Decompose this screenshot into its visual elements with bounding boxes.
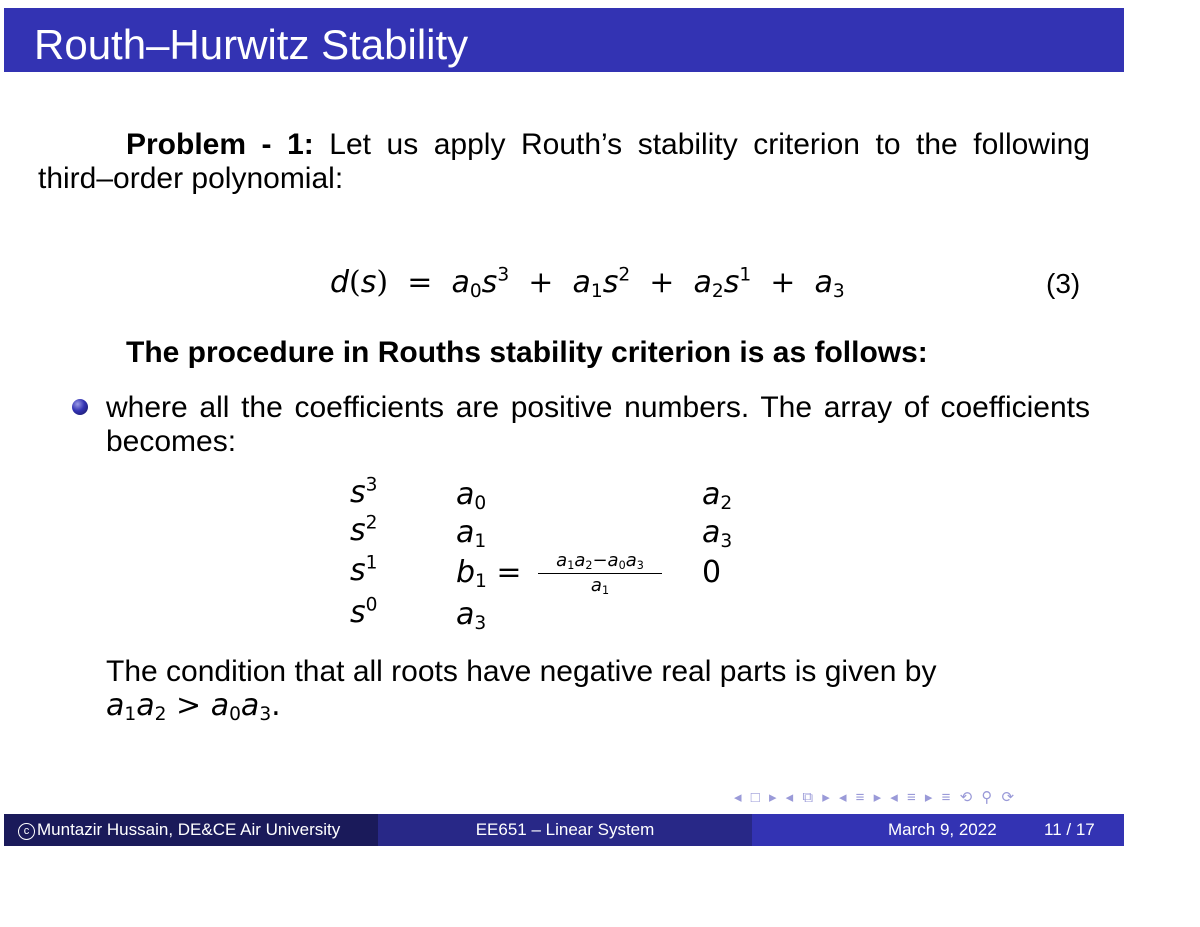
bullet-icon <box>72 399 88 415</box>
header-bar <box>4 8 1124 72</box>
footer-date-page <box>752 814 1124 846</box>
nav-document-icon[interactable]: ≡ <box>941 789 952 806</box>
eq-lhs-var: s <box>360 265 377 300</box>
nav-back-icon[interactable]: ⟲ <box>959 789 974 806</box>
condition-inequality: $a_1a_2 > a_0a_3$. <box>106 688 281 726</box>
routh-row-s0-first: $a_3$ <box>456 597 487 635</box>
copyright-icon: c <box>18 823 35 840</box>
procedure-heading: The procedure in Rouths stability criterion is as follows: <box>126 336 928 369</box>
routh-b1-fraction: $\frac{a_1a_2-a_0a_3}{a_1}$ <box>538 552 662 595</box>
nav-next-icon[interactable]: ▸ <box>873 789 883 806</box>
routh-row-s1-power: $s^1$ <box>350 552 378 588</box>
nav-next-icon[interactable]: ▸ <box>768 789 778 806</box>
nav-prev-icon[interactable]: ◂ <box>785 789 795 806</box>
nav-prev-icon[interactable]: ◂ <box>838 789 848 806</box>
routh-row-s2-second: $a_3$ <box>702 515 733 553</box>
nav-slide-icon[interactable]: ⧉ <box>802 789 815 806</box>
problem-label: Problem - 1: <box>126 128 314 161</box>
slide-title: Routh–Hurwitz Stability <box>34 21 469 68</box>
nav-next-icon[interactable]: ▸ <box>924 789 934 806</box>
nav-prev-icon[interactable]: ◂ <box>890 789 899 806</box>
condition-text <box>106 655 1090 726</box>
eq-lhs-func: d <box>330 265 350 300</box>
footer-course: EE651 – Linear System <box>378 814 752 846</box>
beamer-navigation[interactable] <box>734 788 1018 806</box>
nav-frame-icon[interactable]: □ <box>750 789 761 806</box>
problem-statement <box>38 128 1090 196</box>
polynomial-equation: $d(s) = a_0s^3 + a_1s^2 + a_2s^1 + a_3$ <box>330 264 845 303</box>
nav-prev-icon[interactable]: ◂ <box>734 789 743 806</box>
routh-row-s2-power: $s^2$ <box>350 512 378 548</box>
problem-text: Let us apply Routh’s stability criterion to the following third–order polynomial: <box>38 128 1090 195</box>
nav-subsection-icon[interactable]: ≡ <box>855 789 866 806</box>
footer-page-number: 11 / 17 <box>1044 820 1095 839</box>
routh-row-s3-second: $a_2$ <box>702 477 733 515</box>
routh-row-s1-second: 0 <box>702 555 722 590</box>
routh-row-s2-first: $a_1$ <box>456 515 487 553</box>
footer-author: c Muntazir Hussain, DE&CE Air University <box>4 814 378 846</box>
footer-date: March 9, 2022 <box>888 820 997 839</box>
routh-row-s1-first: $b_1$ = <box>456 555 522 593</box>
condition-sentence: The condition that all roots have negative real parts is given by <box>106 655 937 688</box>
footer <box>4 814 1124 846</box>
routh-row-s0-power: $s^0$ <box>350 594 378 630</box>
nav-forward-icon[interactable]: ⟳ <box>1001 789 1016 806</box>
nav-next-icon[interactable]: ▸ <box>822 789 831 806</box>
routh-row-s3-first: $a_0$ <box>456 477 487 515</box>
routh-row-s3-power: $s^3$ <box>350 474 378 510</box>
bullet-text: where all the coefficients are positive numbers. The array of coefficients becomes: <box>106 391 1090 458</box>
nav-search-icon[interactable]: ⚲ <box>981 789 994 806</box>
nav-section-icon[interactable]: ≡ <box>906 789 917 806</box>
equation-number: (3) <box>1046 268 1081 299</box>
